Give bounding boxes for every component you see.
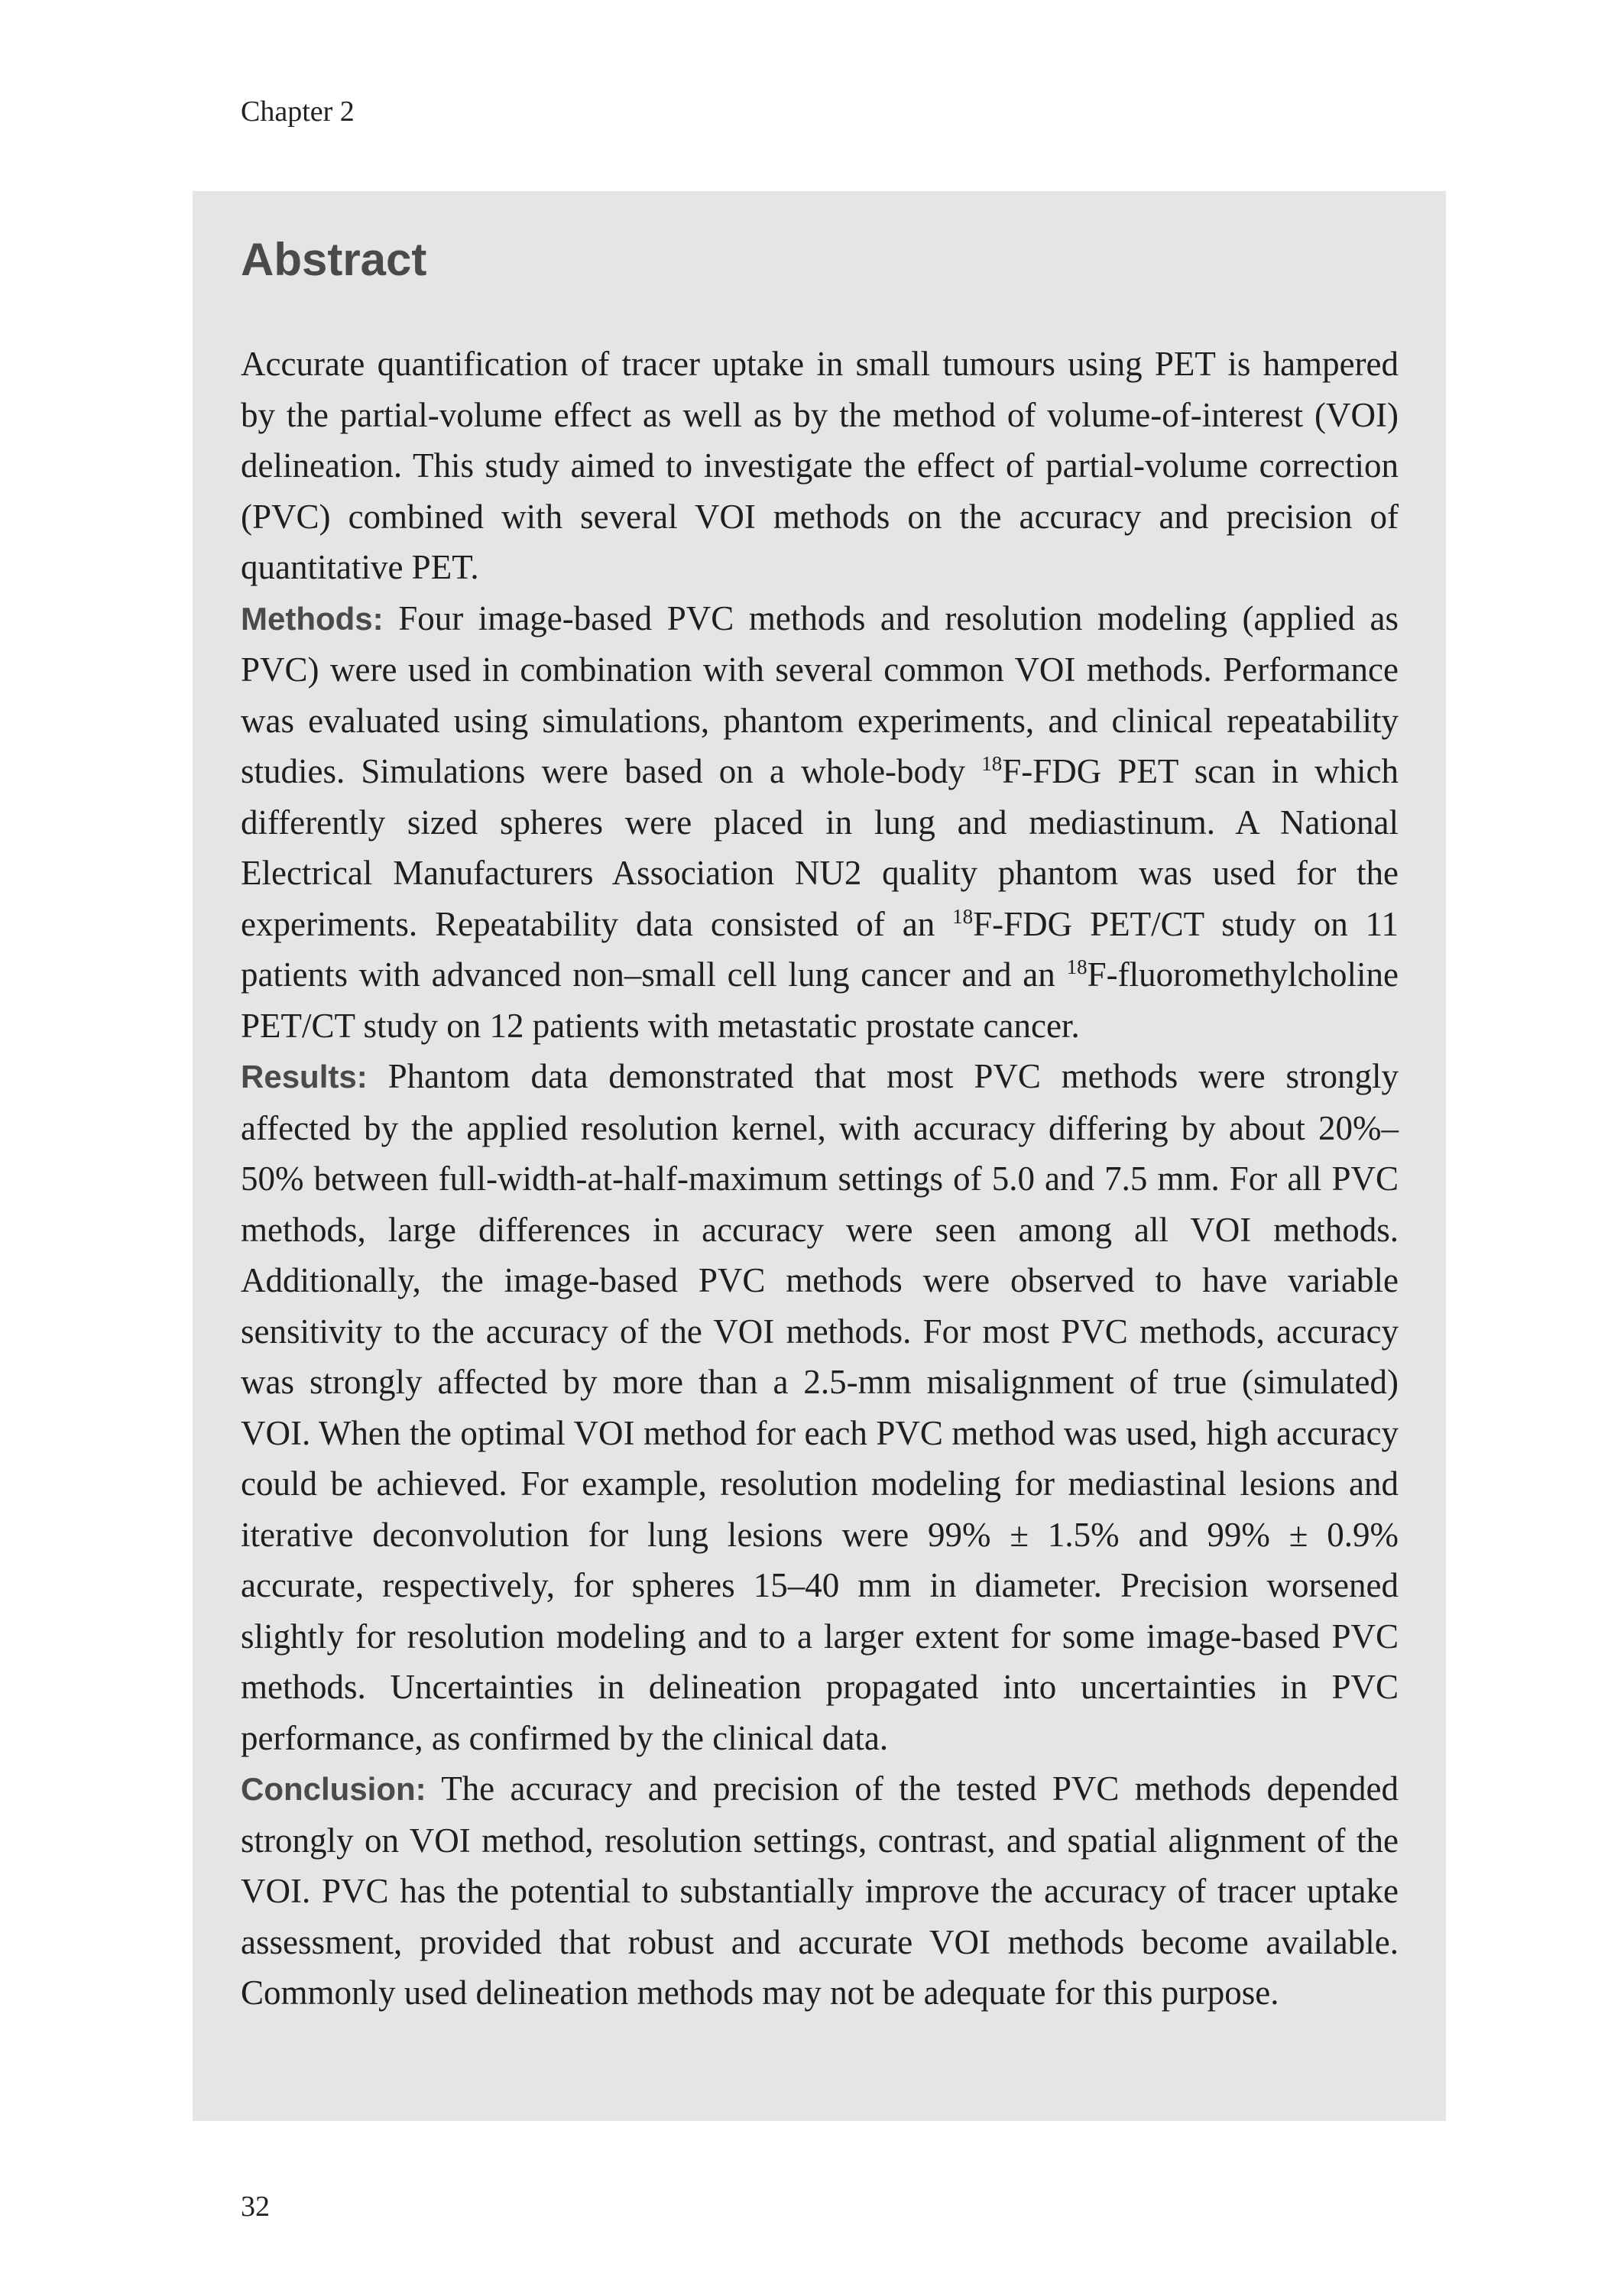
abstract-methods-paragraph — [241, 593, 1399, 1052]
methods-superscript-2: 18 — [952, 904, 974, 928]
results-label: Results: — [241, 1059, 368, 1095]
abstract-results-paragraph — [241, 1051, 1399, 1763]
methods-superscript-3: 18 — [1066, 955, 1088, 978]
conclusion-text: The accuracy and precision of the tested PVC methods depended strongly on VOI method, resolution settings, contrast, and spatial alignment of the VOI. PVC has the potential to substantially improve the accuracy of tracer uptake assessment, provided that robust and accurate VOI methods become available. Commonly used delineation methods may not be adequate for this purpose. — [241, 1769, 1399, 2012]
methods-text-2: F-FDG PET scan in which differently sized spheres were placed in lung and mediastinum. A National Electrical Manufacturers Association NU2 quality phantom was used for the experiments. Repeatability data consisted of an — [241, 752, 1399, 943]
methods-text-3: F-FDG PET/CT study on 11 patients with advanced non–small cell lung cancer and an — [241, 904, 1399, 994]
abstract-title: Abstract — [241, 234, 427, 285]
abstract-conclusion-paragraph — [241, 1763, 1399, 2019]
running-head: Chapter 2 — [241, 96, 355, 128]
methods-text-1: Four image-based PVC methods and resolution modeling (applied as PVC) were used in combination with several common VOI methods. Performance was evaluated using simulations, phantom experiments, and clinical repeatability studies. Simulations were based on a whole-body — [241, 598, 1399, 790]
abstract-intro-paragraph — [241, 339, 1399, 593]
methods-superscript-1: 18 — [981, 752, 1003, 775]
abstract-intro-text: Accurate quantification of tracer uptake in small tumours using PET is hampered by the partial-volume effect as well as by the method of volume-of-interest (VOI) delineation. This study aimed to investigate the effect of partial-volume correction (PVC) combined with several VOI methods on the accuracy and precision of quantitative PET. — [241, 345, 1399, 586]
conclusion-label: Conclusion: — [241, 1771, 426, 1807]
methods-label: Methods: — [241, 600, 384, 637]
results-text: Phantom data demonstrated that most PVC methods were strongly affected by the applied resolution kernel, with accuracy differing by about 20%–50% between full-width-at-half-maximum settings of 5.0 and 7.5 mm. For all PVC methods, large differences in accuracy were seen among all VOI methods. Additionally, the image-based PVC methods were observed to have variable sensitivity to the accuracy of the VOI methods. For most PVC methods, accuracy was strongly affected by more than a 2.5-mm misalignment of true (simulated) VOI. When the optimal VOI method for each PVC method was used, high accuracy could be achieved. For example, resolution modeling for mediastinal lesions and iterative deconvolution for lung lesions were 99% ± 1.5% and 99% ± 0.9% accurate, respectively, for spheres 15–40 mm in diameter. Precision worsened slightly for resolution modeling and to a larger extent for some image-based PVC methods. Uncertainties in delineation propagated into uncertainties in PVC performance, as confirmed by the clinical data. — [241, 1057, 1399, 1757]
abstract-box — [193, 191, 1446, 2121]
page-number: 32 — [241, 2191, 270, 2223]
abstract-body — [241, 339, 1399, 2019]
methods-text-4: F-fluoromethylcholine PET/CT study on 12 patients with metastatic prostate cancer. — [241, 955, 1399, 1045]
